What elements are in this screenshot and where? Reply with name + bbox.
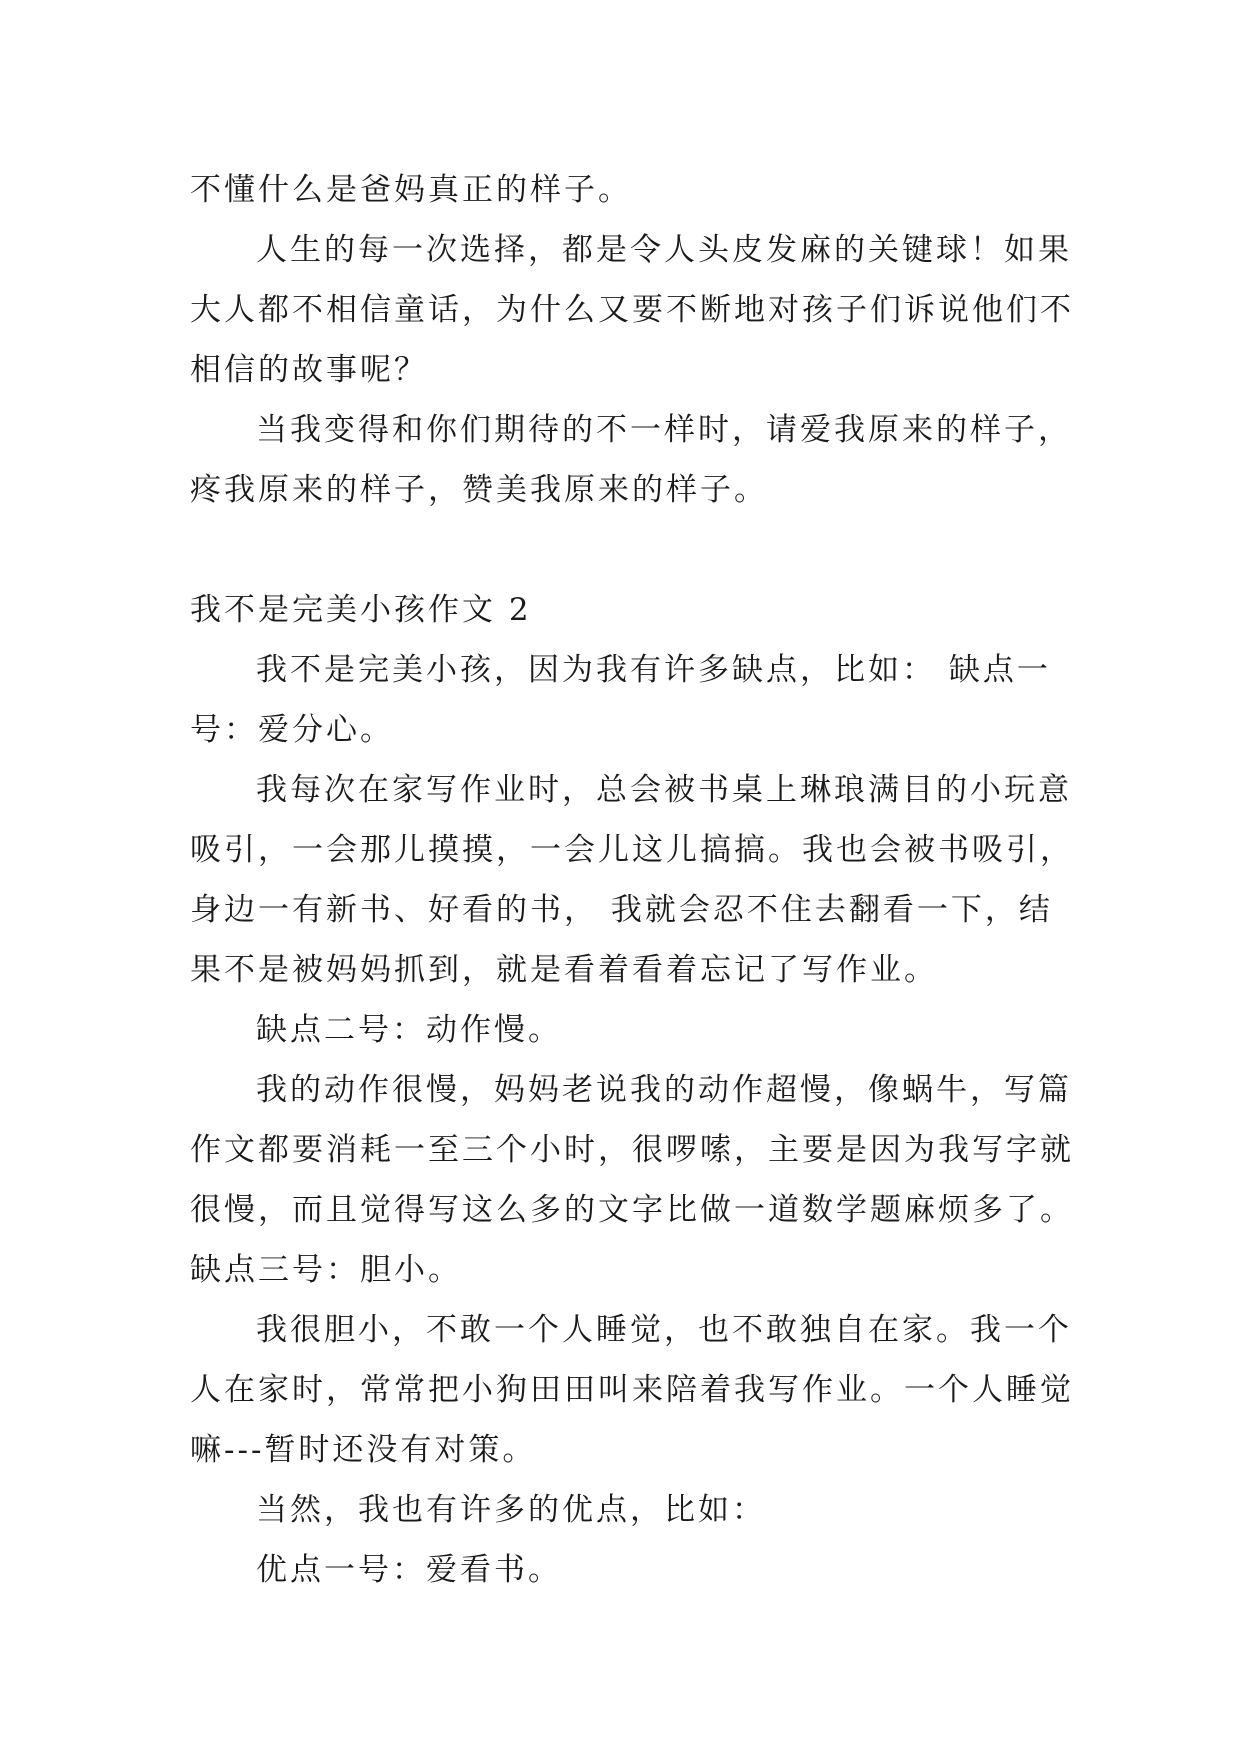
- paragraph-line: 我每次在家写作业时，总会被书桌上琳琅满目的小玩意: [256, 772, 1072, 808]
- paragraph-line: 我不是完美小孩，因为我有许多缺点，比如： 缺点一: [256, 652, 1051, 688]
- paragraph-line: 缺点三号：胆小。: [190, 1252, 462, 1288]
- paragraph-line: 当然，我也有许多的优点，比如：: [256, 1492, 766, 1528]
- document-body: [190, 160, 1074, 1600]
- paragraph-line: 缺点二号：动作慢。: [256, 1012, 562, 1048]
- essay-heading: 我不是完美小孩作文 2: [190, 592, 532, 628]
- paragraph-line: 我很胆小，不敢一个人睡觉，也不敢独自在家。我一个: [256, 1312, 1072, 1348]
- paragraph-line: 很慢，而且觉得写这么多的文字比做一道数学题麻烦多了。: [190, 1192, 1074, 1228]
- paragraph-line: 嘛---暂时还没有对策。: [190, 1432, 537, 1468]
- paragraph-line: 相信的故事呢？: [190, 352, 428, 388]
- paragraph-line: 不懂什么是爸妈真正的样子。: [190, 172, 632, 208]
- paragraph-line: 果不是被妈妈抓到，就是看着看着忘记了写作业。: [190, 952, 938, 988]
- paragraph-line: 身边一有新书、好看的书， 我就会忍不住去翻看一下，结: [190, 892, 1053, 928]
- paragraph-line: 吸引，一会那儿摸摸，一会儿这儿搞搞。我也会被书吸引，: [190, 832, 1074, 868]
- section-gap: [190, 520, 1070, 580]
- paragraph-line: 当我变得和你们期待的不一样时，请爱我原来的样子，: [256, 412, 1072, 448]
- paragraph-line: 号：爱分心。: [190, 712, 394, 748]
- paragraph-line: 大人都不相信童话，为什么又要不断地对孩子们诉说他们不: [190, 292, 1074, 328]
- paragraph-line: 我的动作很慢，妈妈老说我的动作超慢，像蜗牛，写篇: [256, 1072, 1072, 1108]
- paragraph-line: 人在家时，常常把小狗田田叫来陪着我写作业。一个人睡觉: [190, 1372, 1074, 1408]
- paragraph-line: 优点一号：爱看书。: [256, 1552, 562, 1588]
- paragraph-line: 作文都要消耗一至三个小时，很啰嗦，主要是因为我写字就: [190, 1132, 1074, 1168]
- paragraph-line: 人生的每一次选择，都是令人头皮发麻的关键球！如果: [256, 232, 1072, 268]
- paragraph-line: 疼我原来的样子，赞美我原来的样子。: [190, 472, 768, 508]
